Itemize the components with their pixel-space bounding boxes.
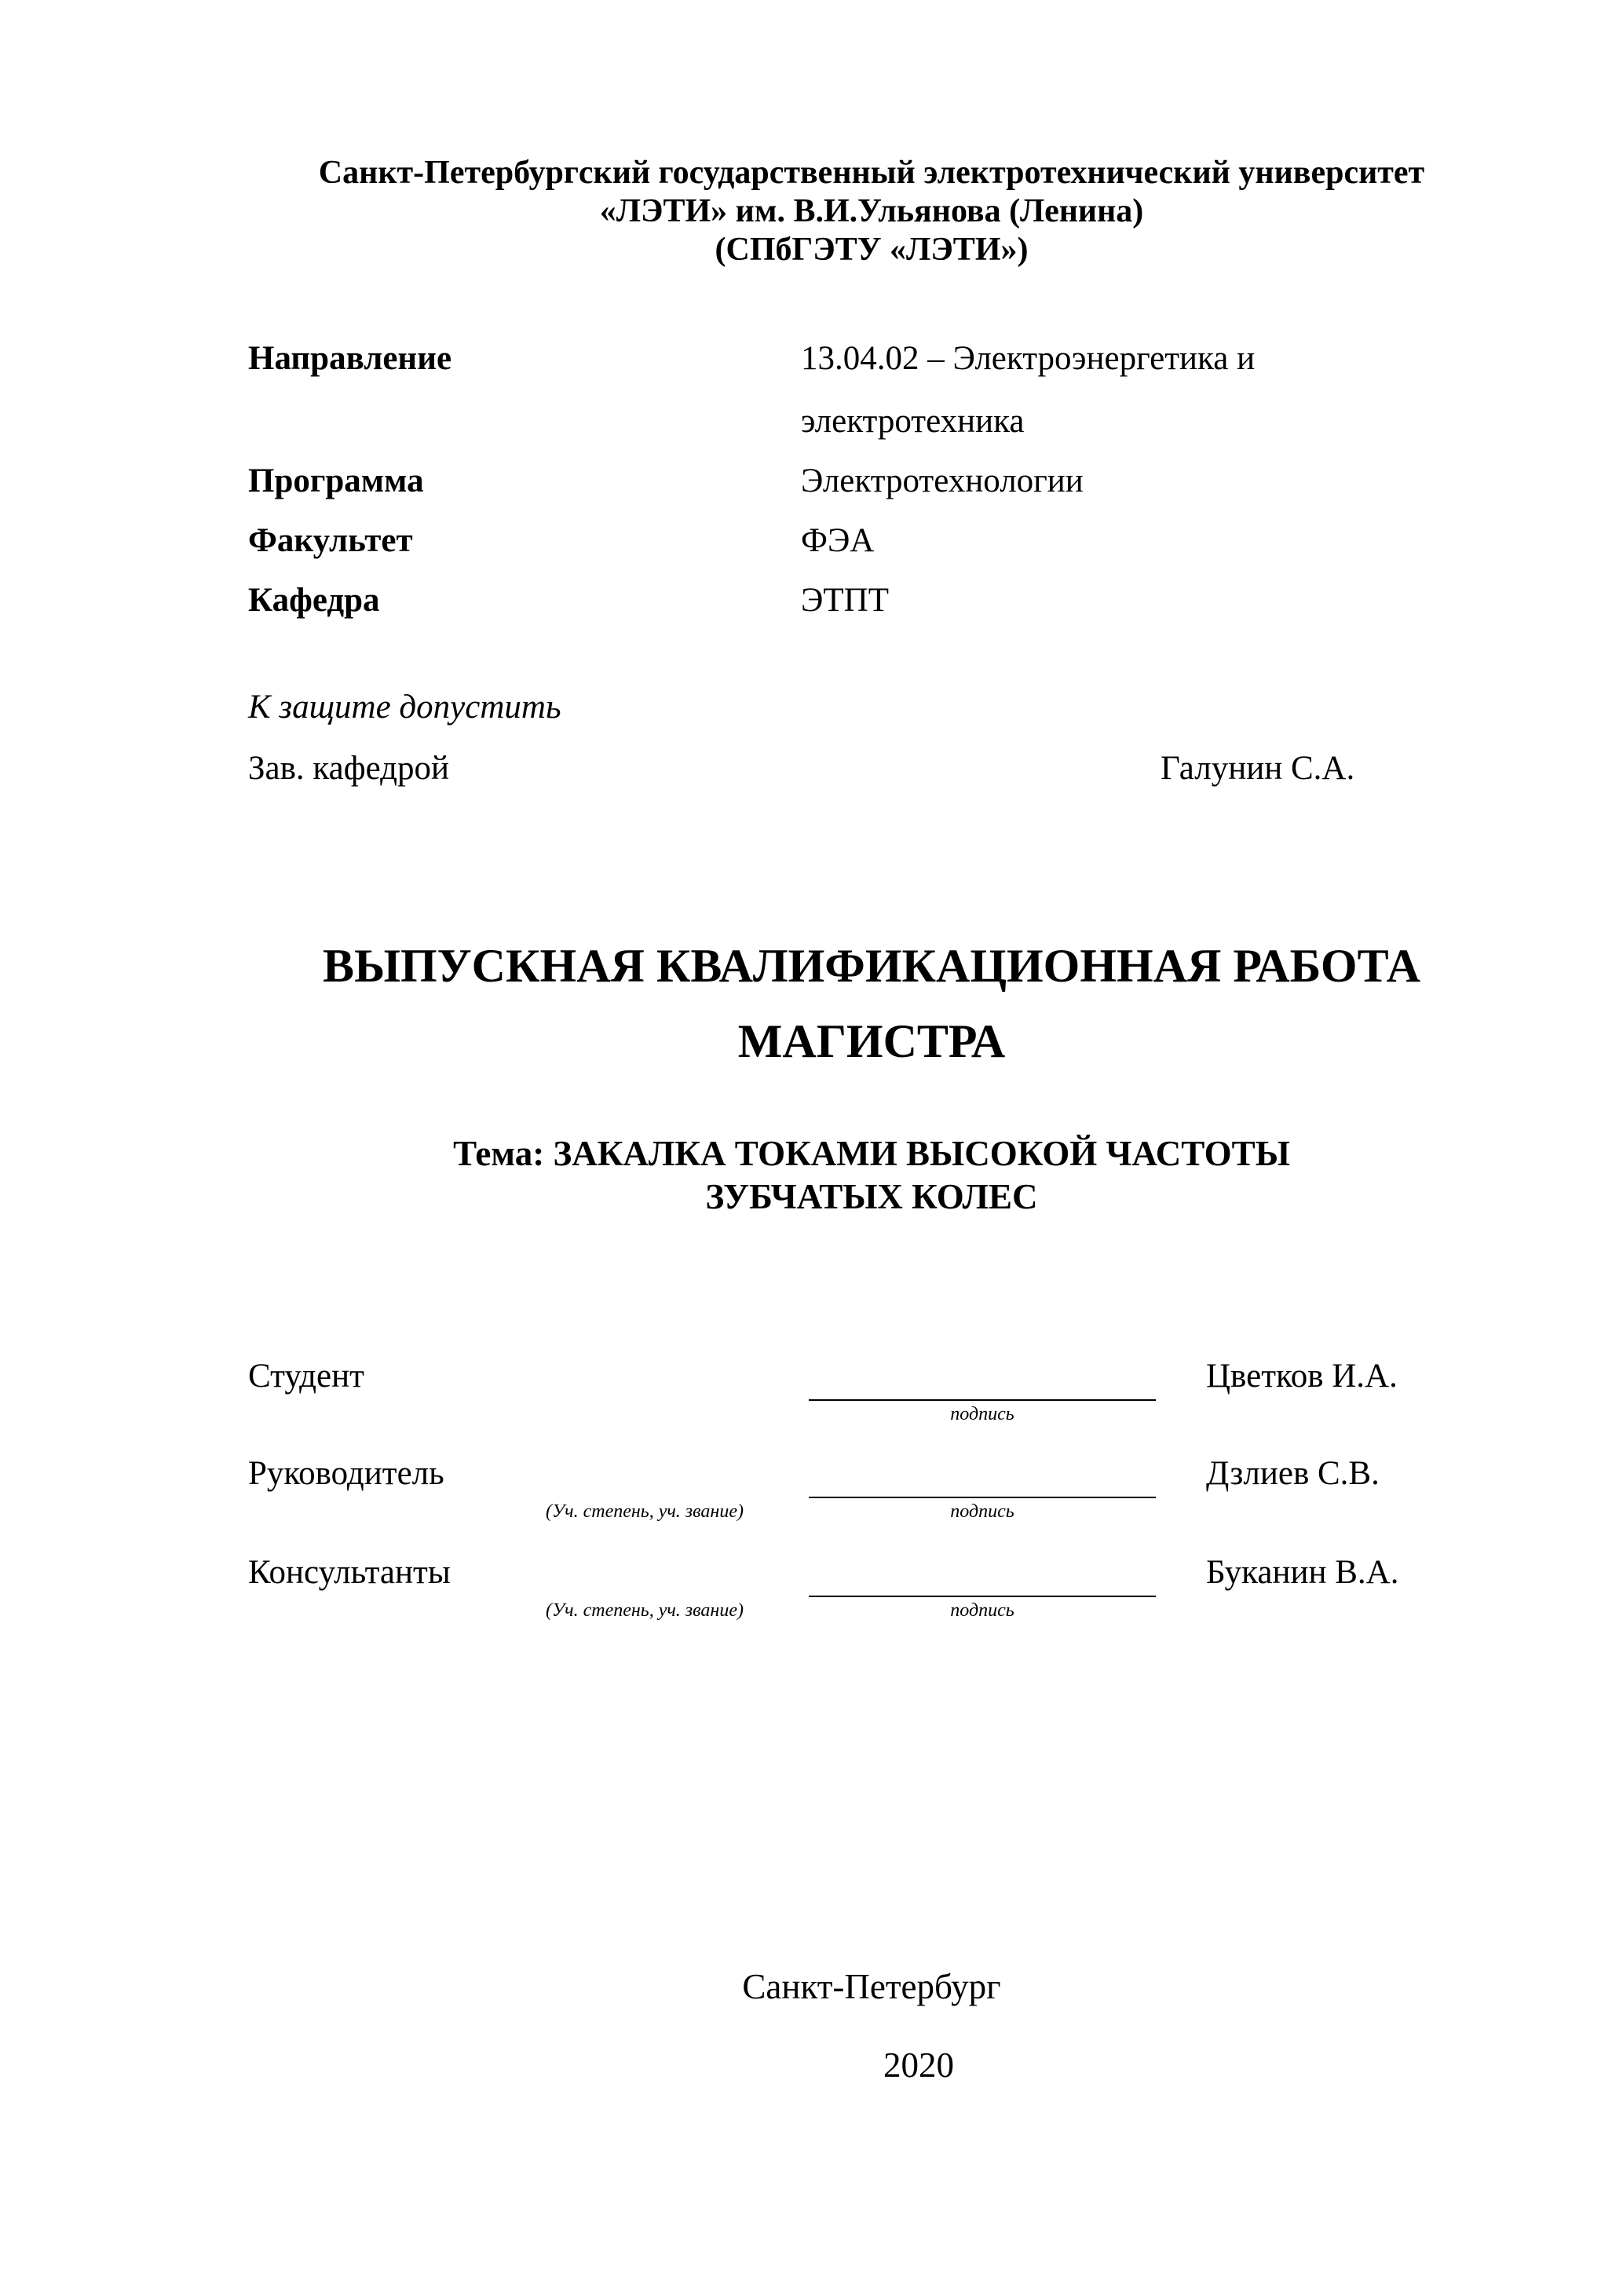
university-name: Санкт-Петербургский государственный электротехнический университет — [318, 155, 1425, 191]
head-of-department-name: Галунин С.А. — [1161, 750, 1355, 787]
program-value: Электротехнологии — [801, 462, 1084, 499]
city: Санкт-Петербург — [742, 1967, 1001, 2006]
supervisor-degree-caption: (Уч. степень, уч. звание) — [546, 1501, 744, 1522]
title-line-1: ВЫПУСКНАЯ КВАЛИФИКАЦИОННАЯ РАБОТА — [323, 940, 1420, 992]
university-abbreviation: (СПбГЭТУ «ЛЭТИ») — [715, 232, 1029, 268]
student-signature-line — [809, 1399, 1156, 1401]
consultants-signature-line — [809, 1596, 1156, 1597]
student-signature-caption: подпись — [950, 1404, 1014, 1424]
topic-line-1: Тема: ЗАКАЛКА ТОКАМИ ВЫСОКОЙ ЧАСТОТЫ — [453, 1134, 1290, 1173]
year: 2020 — [883, 2046, 954, 2085]
student-name: Цветков И.А. — [1206, 1358, 1398, 1395]
department-label: Кафедра — [248, 582, 380, 619]
thesis-topic — [0, 1132, 1623, 1219]
faculty-value: ФЭА — [801, 522, 875, 559]
admission-note: К защите допустить — [248, 689, 561, 726]
supervisor-role: Руководитель — [248, 1455, 444, 1492]
department-value: ЭТПТ — [801, 582, 889, 619]
supervisor-signature-line — [809, 1497, 1156, 1498]
direction-value-continued: электротехника — [801, 403, 1025, 440]
topic-line-2: ЗУБЧАТЫХ КОЛЕС — [705, 1177, 1038, 1216]
consultants-degree-caption: (Уч. степень, уч. звание) — [546, 1600, 744, 1621]
direction-label: Направление — [248, 340, 452, 377]
consultants-signature-caption: подпись — [950, 1600, 1014, 1621]
head-of-department-label: Зав. кафедрой — [248, 750, 450, 787]
supervisor-name: Дзлиев С.В. — [1206, 1455, 1380, 1492]
consultants-name: Буканин В.А. — [1206, 1554, 1399, 1591]
student-role: Студент — [248, 1358, 364, 1395]
title-line-2: МАГИСТРА — [737, 1015, 1006, 1067]
faculty-label: Факультет — [248, 522, 413, 559]
document-title — [0, 928, 1623, 1079]
supervisor-signature-caption: подпись — [950, 1501, 1014, 1522]
direction-value: 13.04.02 – Электроэнергетика и — [801, 340, 1256, 377]
university-full-name: «ЛЭТИ» им. В.И.Ульянова (Ленина) — [599, 193, 1144, 229]
university-header — [0, 154, 1623, 269]
program-label: Программа — [248, 462, 424, 499]
consultants-role: Консультанты — [248, 1554, 451, 1591]
